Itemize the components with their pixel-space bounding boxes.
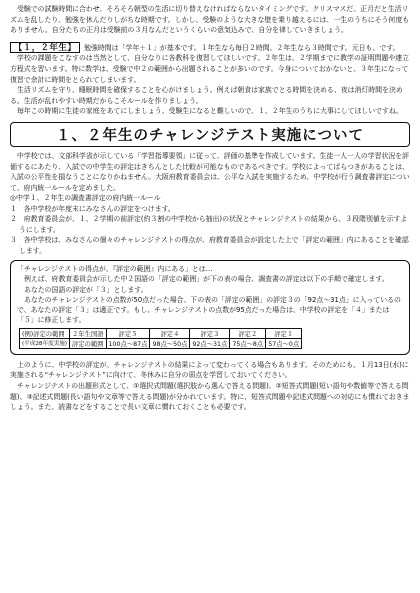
closing-paragraph: チャレンジテストの出題形式として、①選択式問題(選択肢から選んで答える問題)、②短答式問題(短い語句や数値等で答える問題)、③記述式問題(長い語句や文章等で答える問題)が分かれています。特に、短答式問題や記述式問題への対応にも慣れておきましょう。また、読書などをすることで長い文章に慣れておくことも必要です。 (10, 381, 410, 412)
table-header-row (20, 328, 302, 338)
table-cell: 評定２ (230, 328, 266, 338)
table-cell: ２年生国語 (70, 328, 106, 338)
section-heading: １、２年生のチャレンジテスト実施について (10, 122, 410, 147)
table-cell: 57点〜0点 (266, 338, 302, 348)
rule-item: １ 各中学校が年度末にみなさんの評定をつけます。 (10, 204, 175, 213)
table-cell: (平成28年度実施) (20, 338, 70, 348)
section1-lead-text: 勉強時間は「学年＋１」が基本です。１年生なら毎日２時間、２年生なら３時間です。元日も、です。 (84, 43, 400, 52)
rule-title: ◎中学１、２年生の調査書評定の府内統一ルール (10, 194, 161, 203)
box-paragraph: あなたの国語の評定が「３」とします。 (24, 285, 148, 294)
table-cell: 92点〜31点 (190, 338, 230, 348)
table-cell: 評定４ (150, 328, 190, 338)
table-row (20, 338, 302, 348)
section2-paragraph: 中学校では、文部科学省が示している「学習指導要領」に従って、評価の基準を作成しています。生徒一人一人の学習状況を評価するにあたり、入試での中学生の評定はきちんとした比較が可能なものであるべきです。学校によってばらつきがあることは、入試の公平性を損なうことになりかねません。大阪府教育委員会は、公平な入試を実施するため、中学校が行う調査書評定について、府内統一ルールを定めました。 (10, 151, 410, 192)
table-cell: 評定の範囲 (70, 338, 106, 348)
newsletter-page (10, 4, 410, 413)
table-cell: 評定３ (190, 328, 230, 338)
box-title: 「チャレンジテストの得点が、『評定の範囲』内にある」とは… (17, 264, 213, 273)
rule-item: ２ 府教育委員会が、１、２学期の前評定(約３割の中学校から抽出)の状況とチャレンジテストの結果から、３段階別値を示すようにします。 (10, 215, 408, 234)
closing-paragraph: 上のように、中学校の評定が、チャレンジテストの結果によって変わってくる場合もあります。そのためにも、１月13日(水)に実施される“チャレンジテスト”に向けて、冬休みに自分の弱点を学習しておいてください。 (10, 360, 409, 380)
box-paragraph: あなたのチャレンジテストの点数が50点だった場合、下の表の「評定の範囲」の評定３の「92点〜31点」に入っているので、あなたの評定「３」は適正です。もし、チャレンジテストの点数が95点だった場合は、中学校の評定を「４」または「５」に修正します。 (17, 295, 401, 325)
box-paragraph: 例えば、府教育委員会が示した中２国語の「評定の範囲」が下の表の場合、調査書の評定は以下の手順で確定します。 (24, 275, 389, 284)
section1-paragraph: 学校の課題をこなすのは当然として、自分なりに各教科を復習してほしいです。２年生は、２学期までに教学の証明問題や連立方程式を習います。特に数学は、受験で中２の範囲から出題されることが多いのです。今身についておかないと、３年生になって復習で余計に時間をとられてしまいます。 (10, 54, 410, 84)
section1-paragraph: 毎年この時期に生徒の家庭をあてにしましょう。受験生になると難しいので、１、２年生のうちに大事にしてほしいですね。 (17, 107, 403, 116)
table-cell: 評定５ (106, 328, 150, 338)
table-cell: 75点〜8点 (230, 338, 266, 348)
section1-lead (10, 42, 410, 54)
table-cell: 98点〜50点 (150, 338, 190, 348)
section1-paragraph: 生活リズムを守り、睡眠時間を確保することを心がけましょう。例えば朝食は家族でとる時間を決める、夜は消灯時間を決める。生活が乱れやすい時期だからこそルールを作りましょう。 (10, 86, 403, 105)
grade-tag: 【１，２年生】 (10, 42, 80, 54)
grade-range-table (19, 328, 302, 349)
table-cell: (例)評定の範囲 (20, 328, 70, 338)
table-cell: 評定１ (266, 328, 302, 338)
table-cell: 100点〜87点 (106, 338, 150, 348)
rule-item: ３ 各中学校は、みなさんの個々のチャレンジテストの得点が、府教育委員会が設定した上で「評定の範囲」内にあることを確認します。 (10, 236, 409, 255)
example-box (10, 260, 410, 355)
intro-paragraph: 受験での試験時間に合わせ、そろそろ朝型の生活に切り替えなければならないタイミングです。クリスマスだ、正月だと生活リズムを乱したり、勉強を休んだりしがちな時期です。しかし、受験のような大きな壁を乗り越えるには、一生のうちにそう何度もありません。自分たちの正月は受験前の３月なんだというくらいの意気込みで、自分を律していきましょう。 (10, 5, 410, 35)
